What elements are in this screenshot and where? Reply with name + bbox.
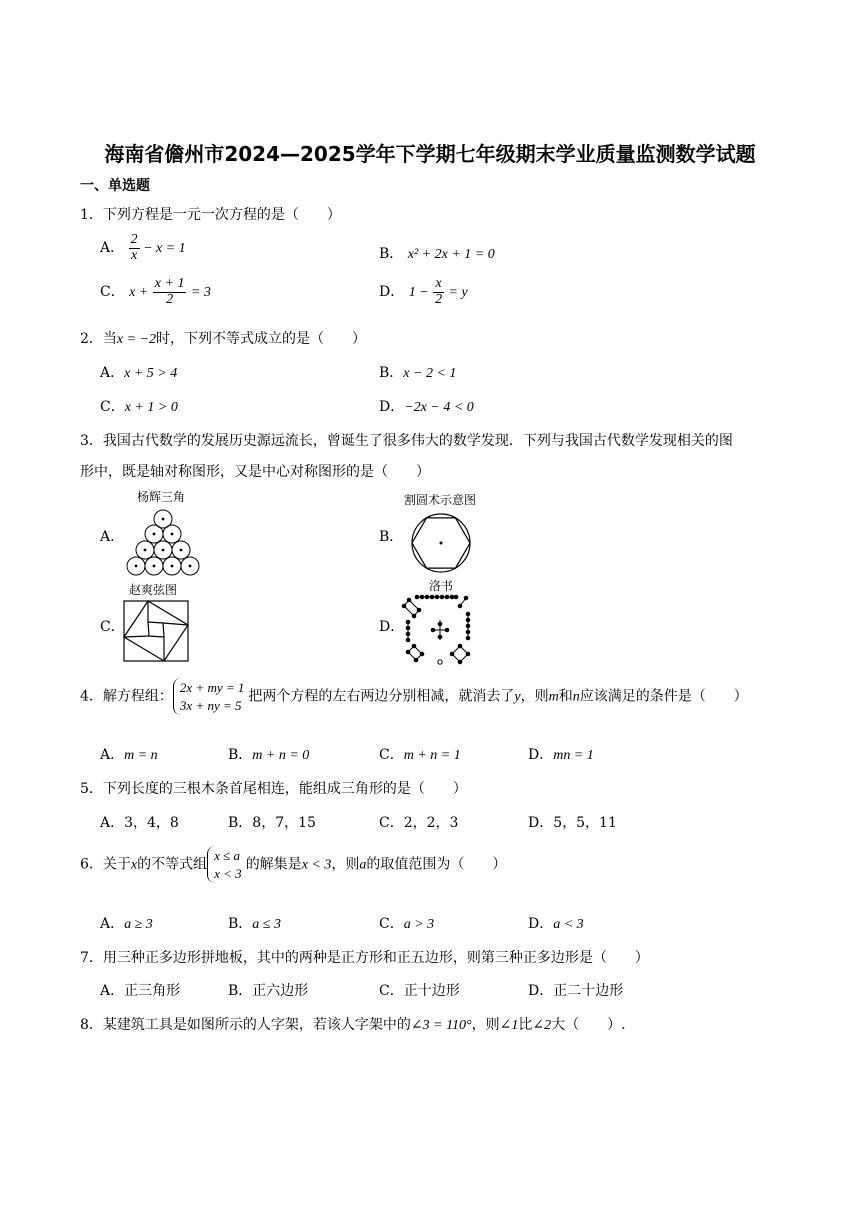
stem-text: 比 [518, 1017, 533, 1033]
expr: x − 2 < 1 [403, 366, 457, 381]
fraction: $\frac{x + 1}{2}$ [154, 276, 185, 307]
question-6-stem [80, 846, 506, 883]
section-heading: 一、单选题 [80, 178, 150, 194]
variable: n [572, 689, 580, 705]
expr: mn = 1 [553, 748, 594, 763]
stem-text: 把两个方程的左右两边分别相减，就消去了 [248, 688, 515, 705]
expr: a ≤ 3 [252, 917, 281, 932]
expr: x + 5 > 4 [124, 366, 178, 381]
question-8-stem [80, 1014, 626, 1034]
option-label: A． [100, 365, 125, 381]
stem-text: 大（ ）. [551, 1017, 626, 1033]
stem-text: 2．当 [80, 331, 117, 347]
q7-option-d[interactable]: D．正二十边形 [528, 983, 624, 999]
stem-text: 的取值范围为（ ） [366, 856, 507, 873]
option-label: A． [100, 747, 125, 763]
expr: −2x − 4 < 0 [404, 400, 474, 415]
angle-expr: ∠2 [532, 1018, 552, 1033]
q1-option-a[interactable] [100, 233, 186, 263]
q5-option-d[interactable]: D．5，5，11 [528, 815, 617, 831]
stem-text: 的不等式组 [137, 856, 208, 873]
q4-option-d[interactable] [528, 744, 594, 764]
q2-option-d[interactable] [379, 396, 474, 416]
option-label: D． [528, 747, 554, 763]
expr: x + [129, 285, 149, 301]
expr: − x = 1 [139, 241, 186, 257]
option-label: C． [100, 284, 125, 301]
question-2-stem [80, 328, 366, 348]
q3-option-b[interactable]: B． [379, 529, 404, 545]
angle-expr: ∠1 [499, 1018, 519, 1033]
expr: = 3 [190, 285, 211, 301]
option-label: C． [379, 747, 404, 763]
stem-text: ，则 [471, 1017, 500, 1033]
q7-option-c[interactable]: C．正十边形 [379, 983, 460, 999]
option-label: C． [379, 916, 404, 932]
figure-caption-yanghui: 杨辉三角 [137, 490, 186, 504]
expr: 1 − [408, 285, 429, 301]
stem-math: x = −2 [116, 332, 157, 347]
figure-caption-luoshu: 洛书 [429, 579, 454, 593]
expr: x² + 2x + 1 = 0 [407, 247, 495, 262]
stem-text: ，则 [331, 856, 360, 873]
q3-option-c[interactable]: C． [100, 619, 125, 635]
q2-option-a[interactable] [100, 362, 177, 382]
stem-text: ，则 [520, 688, 549, 705]
question-1-stem: 1．下列方程是一元一次方程的是（ ） [80, 207, 341, 223]
figure-caption-geyuanshu: 割圆术示意图 [404, 493, 477, 507]
q7-option-a[interactable]: A．正三角形 [100, 983, 181, 999]
variable: y [514, 689, 521, 705]
option-label: D． [528, 916, 554, 932]
q6-option-d[interactable] [528, 913, 584, 933]
variable: x [130, 857, 138, 873]
expr: = y [448, 285, 468, 301]
q3-option-a[interactable]: A． [100, 529, 125, 545]
option-label: D． [379, 399, 405, 415]
stem-text: 时，下列不等式成立的是（ ） [156, 331, 367, 347]
expr: m + n = 0 [252, 748, 310, 763]
q1-option-b[interactable] [379, 243, 495, 263]
fraction: $\frac{2}{x}$ [130, 232, 138, 263]
q7-option-b[interactable]: B．正六边形 [228, 983, 309, 999]
option-label: A． [100, 240, 125, 257]
geyuanshu-figure[interactable] [409, 511, 473, 575]
q6-option-c[interactable] [379, 913, 434, 933]
inequality: x < 3 [214, 865, 242, 881]
angle-expr: ∠3 = 110° [410, 1018, 472, 1033]
expr: x + 1 > 0 [124, 400, 178, 415]
q6-option-a[interactable] [100, 913, 153, 933]
expr: a ≥ 3 [124, 917, 153, 932]
stem-text: 应该满足的条件是（ ） [579, 688, 748, 705]
fraction: $\frac{x}{2}$ [435, 276, 443, 307]
option-label: C． [100, 399, 125, 415]
q5-option-c[interactable]: C．2，2，3 [379, 815, 459, 831]
q2-option-b[interactable] [379, 362, 456, 382]
option-label: A． [100, 916, 125, 932]
luoshu-figure[interactable] [400, 592, 480, 666]
expr: a < 3 [553, 917, 584, 932]
variable: a [359, 857, 367, 873]
option-label: B． [379, 365, 404, 381]
option-label: B． [228, 916, 253, 932]
q4-option-b[interactable] [228, 744, 309, 764]
stem-text: 8．某建筑工具是如图所示的人字架，若该人字架中的 [80, 1017, 411, 1033]
option-label: D． [379, 284, 405, 301]
zhaoshuang-figure[interactable] [122, 599, 190, 663]
stem-text: 和 [558, 688, 573, 705]
q4-option-c[interactable] [379, 744, 461, 764]
q3-option-d[interactable]: D． [379, 619, 405, 635]
page-title: 海南省儋州市2024—2025学年下学期七年级期末学业质量监测数学试题 [104, 142, 756, 166]
question-3-stem-line1: 3．我国古代数学的发展历史源远流长，曾诞生了很多伟大的数学发现．下列与我国古代数学发现相关的图 [80, 433, 733, 449]
option-label: B． [379, 246, 404, 262]
q5-option-b[interactable]: B．8，7，15 [228, 815, 316, 831]
stem-text: 4．解方程组： [80, 688, 173, 705]
variable: m [548, 689, 559, 705]
expr: m = n [124, 748, 158, 763]
question-3-stem-line2: 形中，既是轴对称图形，又是中心对称图形的是（ ） [80, 464, 430, 480]
figure-caption-zhaoshuang: 赵爽弦图 [129, 583, 178, 597]
q1-option-d[interactable] [379, 277, 468, 307]
q2-option-c[interactable] [100, 396, 178, 416]
expr: a > 3 [403, 917, 435, 932]
q5-option-a[interactable]: A．3，4，8 [100, 815, 179, 831]
q6-option-b[interactable] [228, 913, 281, 933]
question-5-stem: 5．下列长度的三根木条首尾相连，能组成三角形的是（ ） [80, 781, 467, 797]
stem-text: 6．关于 [80, 856, 131, 873]
equation-system [173, 678, 248, 715]
q1-option-c[interactable] [100, 277, 211, 307]
q4-option-a[interactable] [100, 744, 158, 764]
question-7-stem: 7．用三种正多边形拼地板，其中的两种是正方形和正五边形，则第三种正多边形是（ ） [80, 950, 649, 966]
equation: 2x + my = 1 [179, 680, 245, 695]
stem-text: 的解集是 [245, 856, 302, 873]
solution-expr: x < 3 [301, 857, 332, 873]
option-label: B． [228, 747, 253, 763]
expr: m + n = 1 [403, 748, 461, 763]
inequality-system [207, 846, 246, 883]
inequality: x ≤ a [214, 848, 241, 863]
question-4-stem [80, 678, 748, 715]
equation: 3x + ny = 5 [179, 697, 242, 713]
yanghui-triangle-figure[interactable] [122, 508, 204, 580]
